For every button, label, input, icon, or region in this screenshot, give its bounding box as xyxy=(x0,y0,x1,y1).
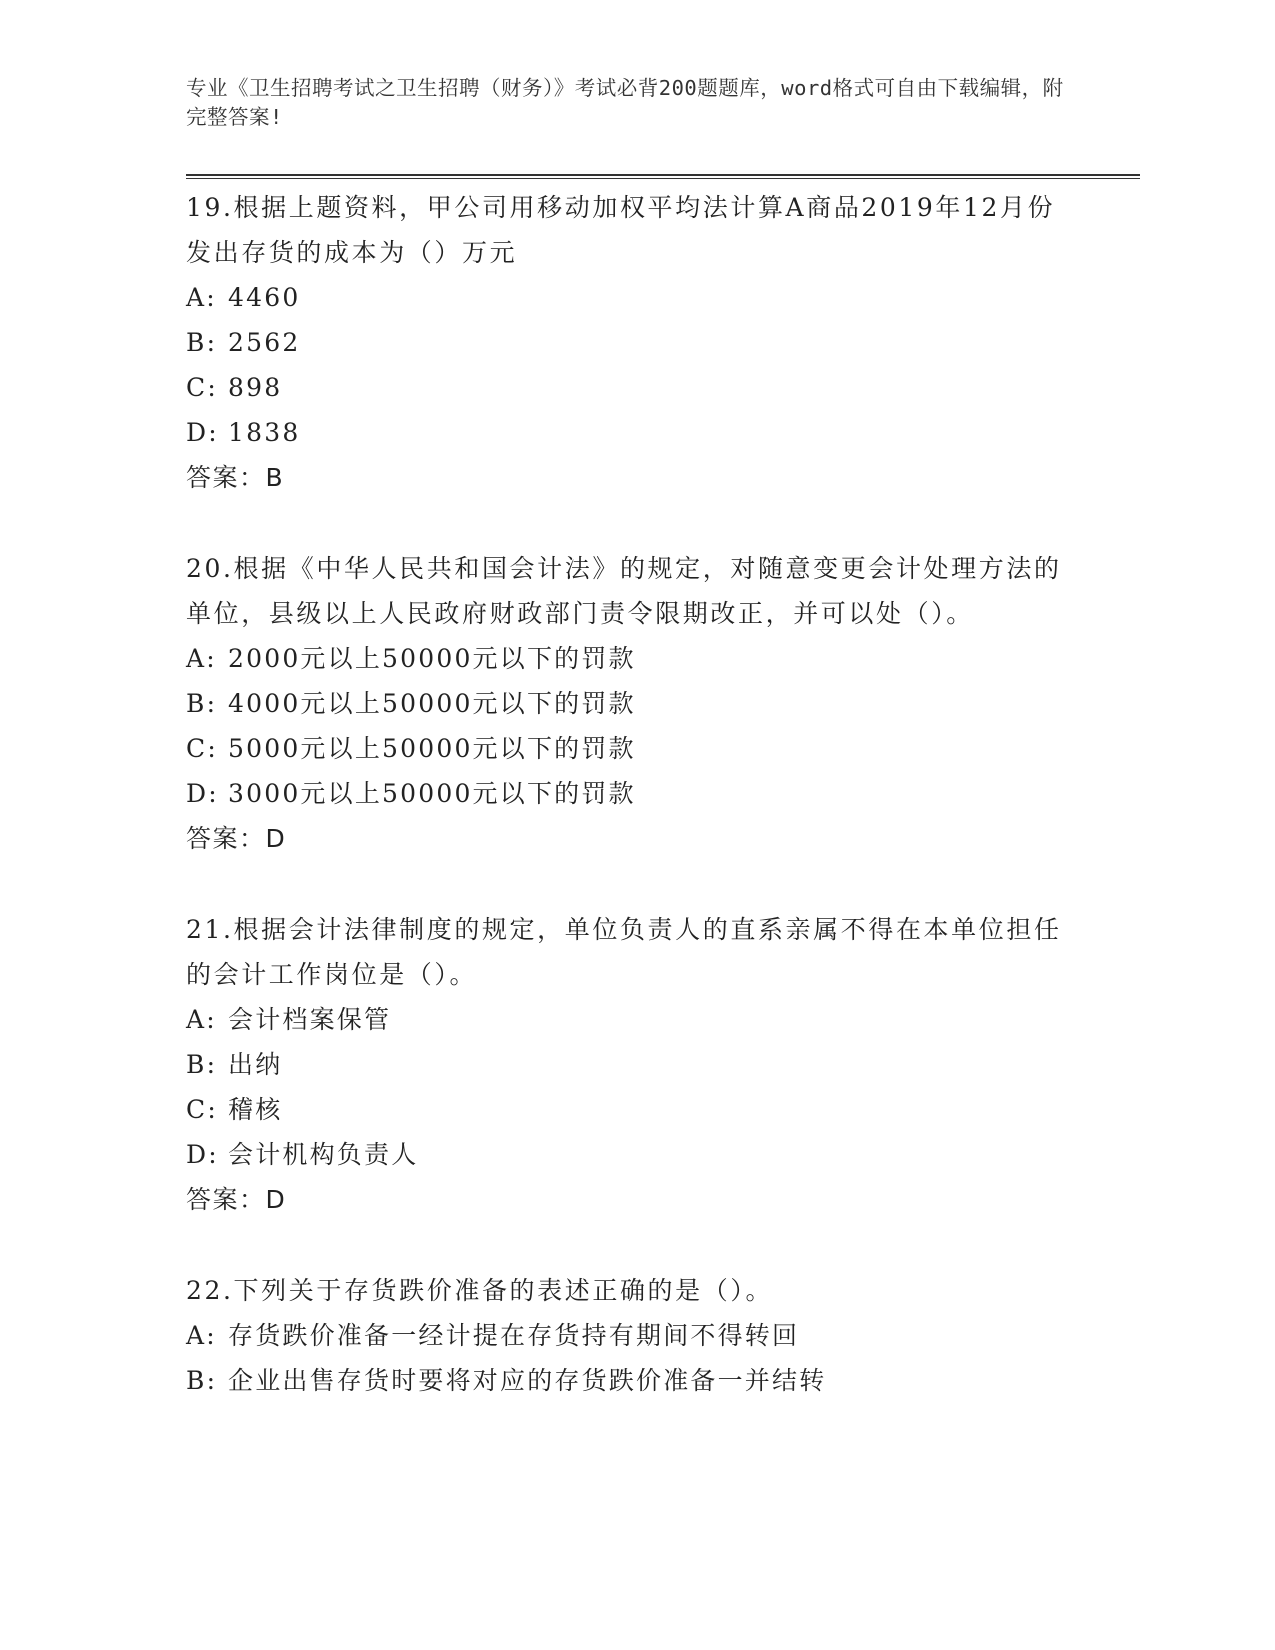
option-letter: B: xyxy=(186,1366,218,1395)
option-text: 2562 xyxy=(228,328,301,357)
option-text: 会计档案保管 xyxy=(228,1005,392,1034)
option-text: 1838 xyxy=(228,418,301,447)
option-a xyxy=(186,997,1066,1042)
option-text: 企业出售存货时要将对应的存货跌价准备一并结转 xyxy=(228,1366,827,1395)
option-d xyxy=(186,771,1066,816)
question-22 xyxy=(186,1268,1066,1403)
option-text: 出纳 xyxy=(228,1050,283,1079)
option-text: 3000元以上50000元以下的罚款 xyxy=(228,779,636,808)
option-b xyxy=(186,1358,1066,1403)
option-letter: C: xyxy=(186,1095,218,1124)
option-text: 稽核 xyxy=(228,1095,283,1124)
option-letter: D: xyxy=(186,418,219,447)
option-a xyxy=(186,636,1066,681)
header-divider xyxy=(186,174,1140,179)
question-stem: 20.根据《中华人民共和国会计法》的规定，对随意变更会计处理方法的单位，县级以上人民政府财政部门责令限期改正，并可以处（）。 xyxy=(186,554,1062,628)
option-c xyxy=(186,726,1066,771)
question-20 xyxy=(186,546,1066,861)
question-stem: 19.根据上题资料，甲公司用移动加权平均法计算A商品2019年12月份发出存货的成本为（）万元 xyxy=(186,193,1056,267)
option-text: 4000元以上50000元以下的罚款 xyxy=(228,689,636,718)
option-letter: B: xyxy=(186,689,218,718)
option-text: 会计机构负责人 xyxy=(228,1140,419,1169)
question-list xyxy=(186,185,1066,1449)
option-text: 4460 xyxy=(228,283,301,312)
option-letter: A: xyxy=(186,283,217,312)
question-stem: 22.下列关于存货跌价准备的表述正确的是（）。 xyxy=(186,1276,774,1305)
option-b xyxy=(186,681,1066,726)
option-letter: A: xyxy=(186,644,217,673)
answer-line: 答案：D xyxy=(186,1185,287,1214)
option-c xyxy=(186,1087,1066,1132)
option-letter: C: xyxy=(186,734,218,763)
document-header: 专业《卫生招聘考试之卫生招聘（财务）》考试必背200题题库，word格式可自由下载编辑，附完整答案! xyxy=(186,76,1064,129)
option-letter: D: xyxy=(186,1140,219,1169)
option-text: 存货跌价准备一经计提在存货持有期间不得转回 xyxy=(228,1321,800,1350)
option-letter: A: xyxy=(186,1321,217,1350)
option-text: 898 xyxy=(228,373,283,402)
option-text: 5000元以上50000元以下的罚款 xyxy=(228,734,636,763)
option-text: 2000元以上50000元以下的罚款 xyxy=(228,644,636,673)
answer-line: 答案：B xyxy=(186,463,285,492)
option-a xyxy=(186,275,1066,320)
option-d xyxy=(186,410,1066,455)
question-19 xyxy=(186,185,1066,500)
option-letter: A: xyxy=(186,1005,217,1034)
option-b xyxy=(186,320,1066,365)
option-b xyxy=(186,1042,1066,1087)
option-a xyxy=(186,1313,1066,1358)
option-d xyxy=(186,1132,1066,1177)
option-letter: B: xyxy=(186,328,218,357)
question-21 xyxy=(186,907,1066,1222)
option-c xyxy=(186,365,1066,410)
option-letter: C: xyxy=(186,373,218,402)
option-letter: B: xyxy=(186,1050,218,1079)
question-stem: 21.根据会计法律制度的规定，单位负责人的直系亲属不得在本单位担任的会计工作岗位是（）。 xyxy=(186,915,1062,989)
answer-line: 答案：D xyxy=(186,824,287,853)
option-letter: D: xyxy=(186,779,219,808)
